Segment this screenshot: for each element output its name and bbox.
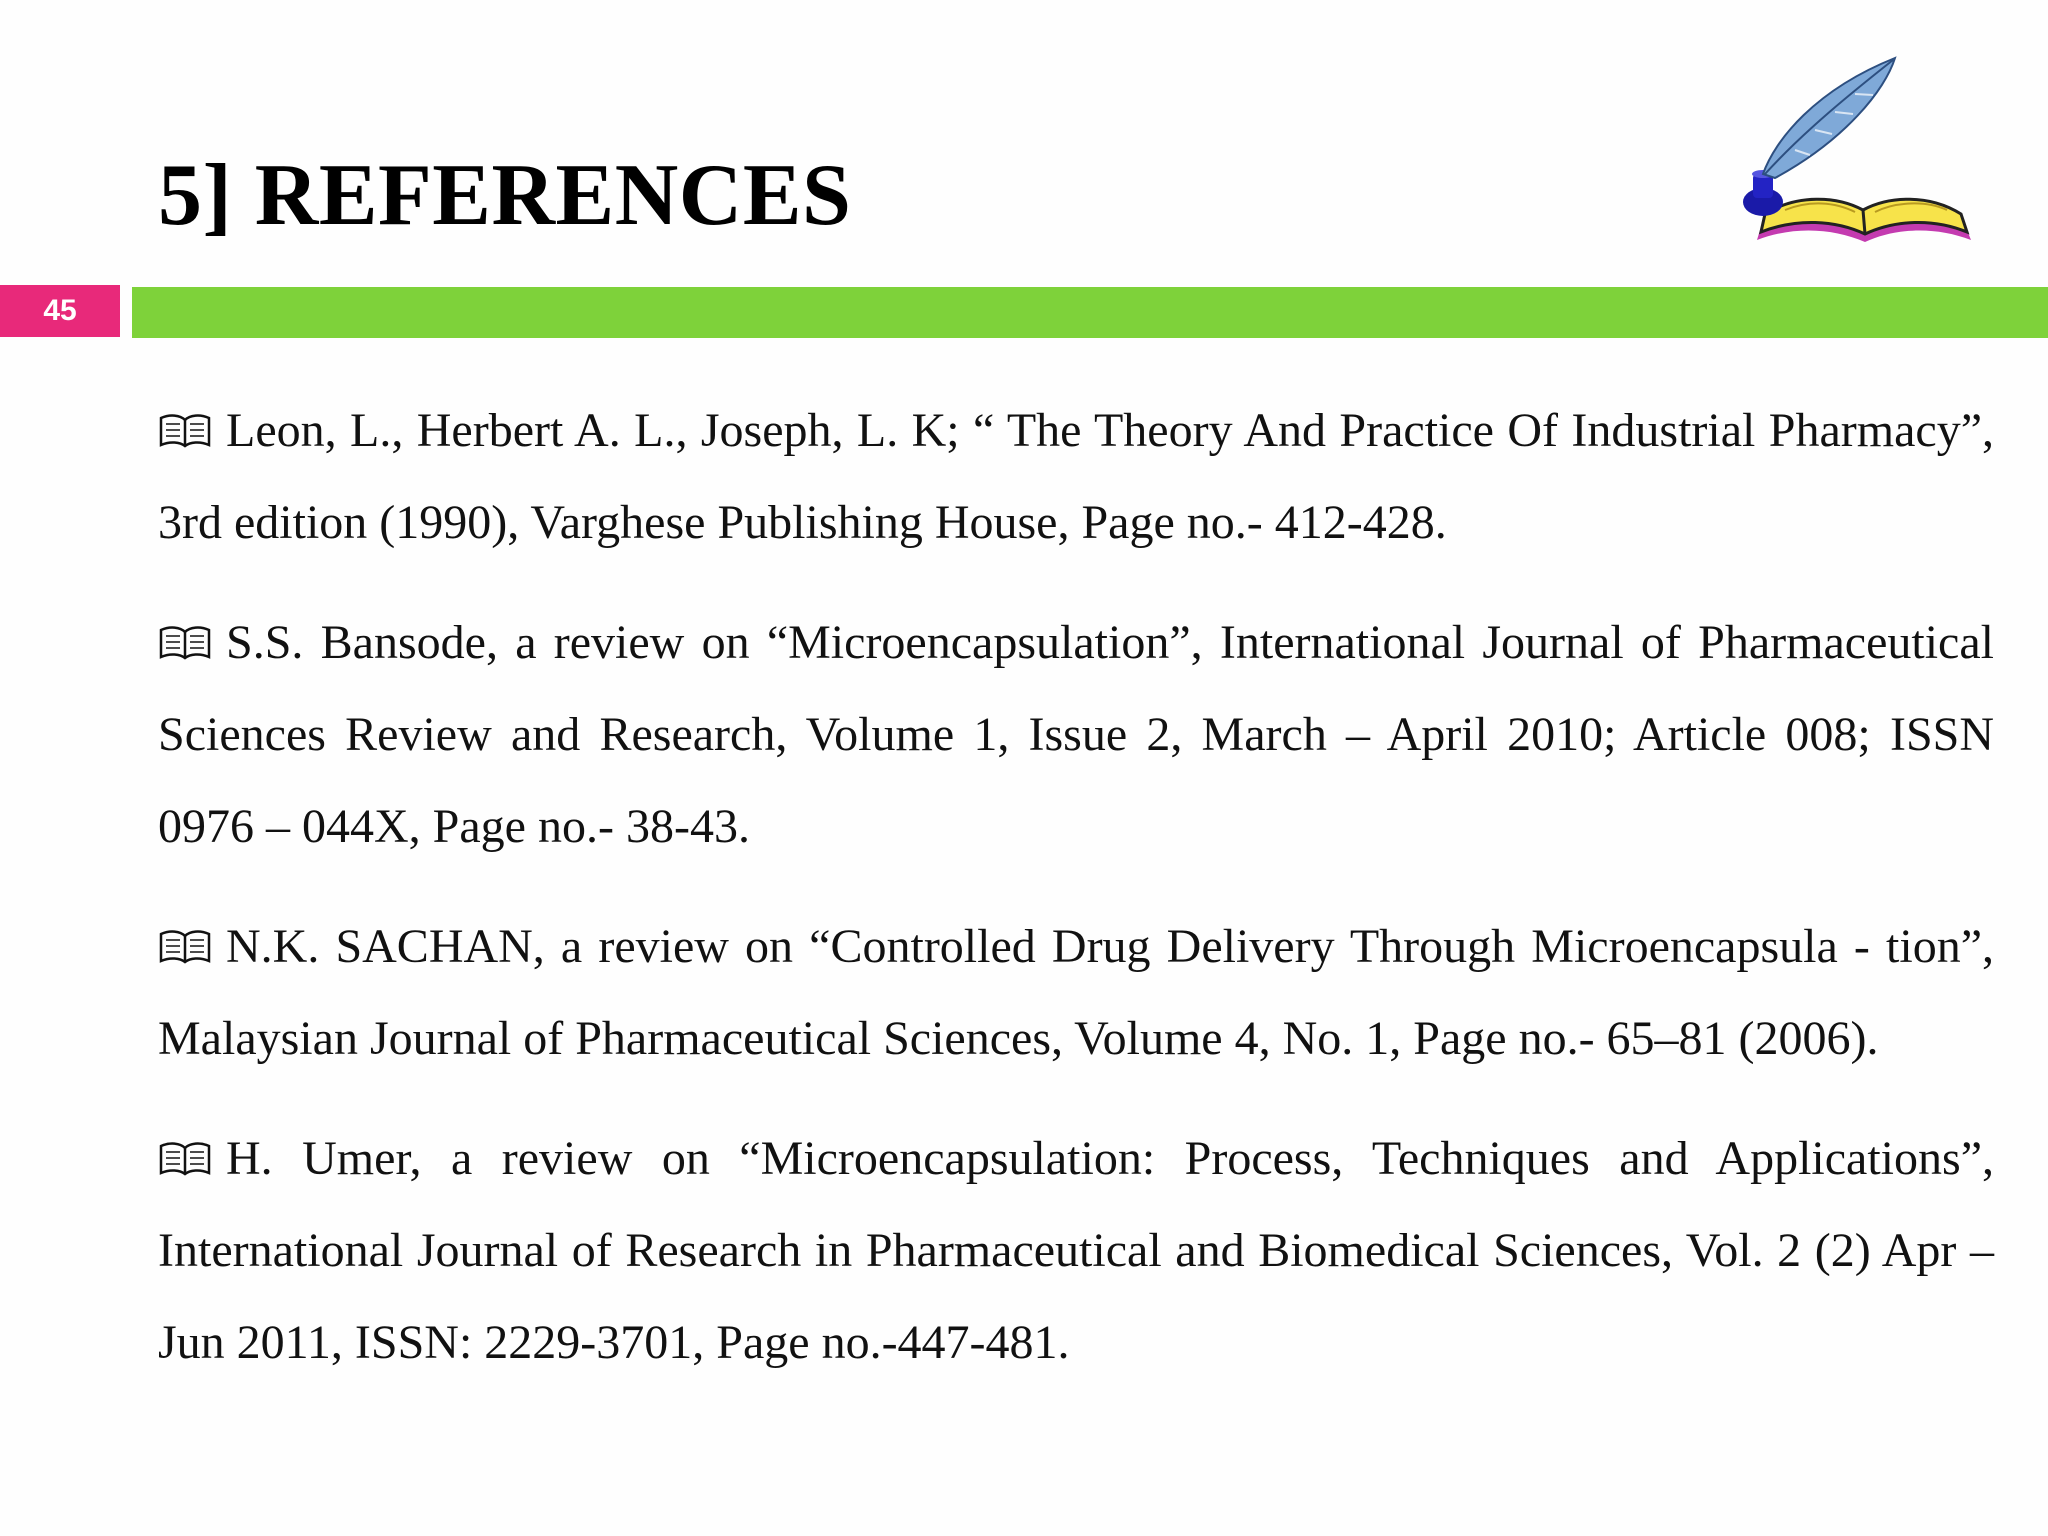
- open-book-icon: [158, 928, 212, 966]
- page-number-badge: 45: [0, 285, 120, 337]
- slide-title: 5] REFERENCES: [158, 147, 852, 244]
- open-book-icon: [158, 1140, 212, 1178]
- quill-and-book-icon: [1735, 50, 1995, 275]
- reference-text: Leon, L., Herbert A. L., Joseph, L. K; “ The Theory And Practice Of Industrial Pharmacy”, 3rd edition (1990), Varghese Publishing House, Page no.- 412-428.: [158, 404, 1994, 549]
- reference-text: H. Umer, a review on “Microencapsulation: Process, Techniques and Applications”, International Journal of Research in Pharmaceutical and Biomedical Sciences, Vol. 2 (2) Apr – Jun 2011, ISSN: 2229-3701, Page no.-447-481.: [158, 1132, 1994, 1369]
- reference-item: [158, 385, 1994, 569]
- title-divider-bar: [132, 287, 2048, 338]
- reference-item: [158, 1113, 1994, 1389]
- open-book-icon: [158, 624, 212, 662]
- reference-list: [158, 385, 1994, 1417]
- reference-item: [158, 597, 1994, 873]
- open-book-icon: [158, 412, 212, 450]
- reference-text: N.K. SACHAN, a review on “Controlled Drug Delivery Through Microencapsula - tion”, Malaysian Journal of Pharmaceutical Sciences, Volume 4, No. 1, Page no.- 65–81 (2006).: [158, 920, 1994, 1065]
- reference-text: S.S. Bansode, a review on “Microencapsulation”, International Journal of Pharmaceutical Sciences Review and Research, Volume 1, Issue 2, March – April 2010; Article 008; ISSN 0976 – 044X, Page no.- 38-43.: [158, 616, 1994, 853]
- reference-item: [158, 901, 1994, 1085]
